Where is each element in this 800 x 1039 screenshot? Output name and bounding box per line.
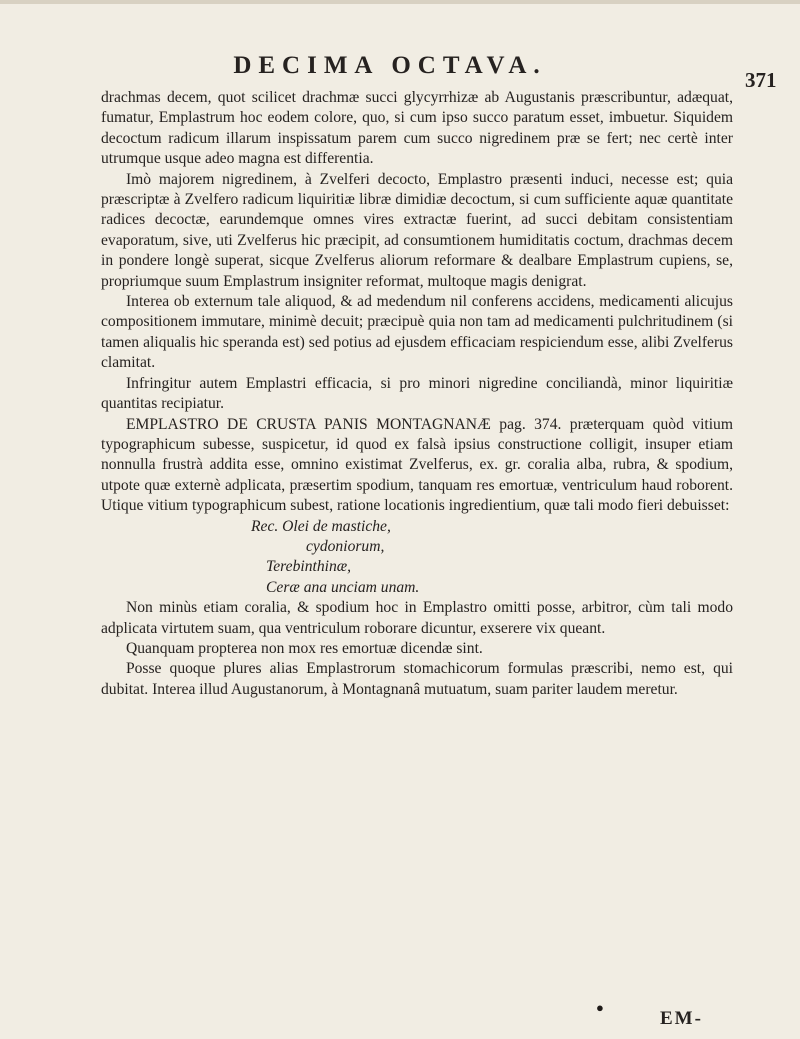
page-edge-top <box>0 0 800 4</box>
paragraph-1: drachmas decem, quot scilicet drachmæ succi glycyrrhizæ ab Augustanis præscribuntur, adæquat, fumatur, Emplastrum hoc eodem colore, quo, si cum ipso succo paratum esset, imbuetur. Siquidem decoctum radicum illarum inspissatum parem cum succo nigredinem præ se fert; nec certè inter utrumque usque adeo magna est differentia. <box>101 89 733 168</box>
paragraph-2: Imò majorem nigredinem, à Zvelferi decocto, Emplastro præsenti induci, necesse est; quia præscriptæ à Zvelfero radicum liquiritiæ libræ dimidiæ decoctum, si cum sufficiente aquæ quantitate radices decoctæ, earundemque omnes vires extractæ fuerint, ad succi debitam consistentiam evaporatum, sive, uti Zvelferus hic præcipit, ad consumtionem humiditatis coctum, drachmas decem in pondere longè superat, sicque Zvelferus aliorum reformare & dealbare Emplastrum cupiens, se, propriumque suum Emplastrum insigniter reformat, multoque magis denigrat. <box>101 170 733 290</box>
paragraph-7: Quanquam propterea non mox res emortuæ dicendæ sint. <box>125 639 483 657</box>
body-text <box>101 88 733 700</box>
paragraph-4: Infringitur autem Emplastri efficacia, si pro minori nigredine conciliandà, minor liquiritiæ quantitas recipiatur. <box>101 374 733 413</box>
recipe-line-1: Rec. Olei de mastiche, <box>251 517 391 535</box>
catchword: EM- <box>660 1008 703 1029</box>
ink-blot-icon: ● <box>596 1000 604 1015</box>
running-header: DECIMA OCTAVA. <box>233 52 547 79</box>
page-number: 371 <box>745 68 777 92</box>
recipe-line-4: Ceræ ana unciam unam. <box>266 578 420 596</box>
paragraph-8: Posse quoque plures alias Emplastrorum stomachicorum formulas præscribi, nemo est, qui dubitat. Interea illud Augustanorum, à Montagnanâ mutuatum, suam pariter laudem meretur. <box>101 660 733 698</box>
recipe-line-2: cydoniorum, <box>306 537 385 555</box>
paragraph-5: EMPLASTRO DE CRUSTA PANIS MONTAGNANÆ pag. 374. præterquam quòd vitium typographicum subesse, suspicetur, id quod ex falsà ipsius constructione colligit, insuper etiam nonnulla frustrà addita esse, omnino existimat Zvelferus, ex. gr. coralia alba, rubra, & spodium, utpote quæ externè adplicata, præsertim spodium, tanquam res emortuæ, ventriculum haud roborent. Utique vitium typographicum subest, ratione locationis ingredientium, quæ tali modo fieri debuisset: <box>101 415 733 515</box>
paragraph-6: Non minùs etiam coralia, & spodium hoc in Emplastro omitti posse, arbitror, cùm tali modo adplicata virtutem suam, qua ventriculum roborare dicuntur, exserere vix queant. <box>101 599 733 637</box>
recipe-line-3: Terebinthinæ, <box>266 558 352 576</box>
paragraph-3: Interea ob externum tale aliquod, & ad medendum nil conferens accidens, medicamenti alicujus compositionem immutare, minimè decuit; præcipuè quia non tam ad medicamenti pulchritudinem (si tamen aliqualis hic speranda est) sed potius ad ejusdem efficaciam respiciendum esse, alibi Zvelferus clamitat. <box>101 293 733 372</box>
